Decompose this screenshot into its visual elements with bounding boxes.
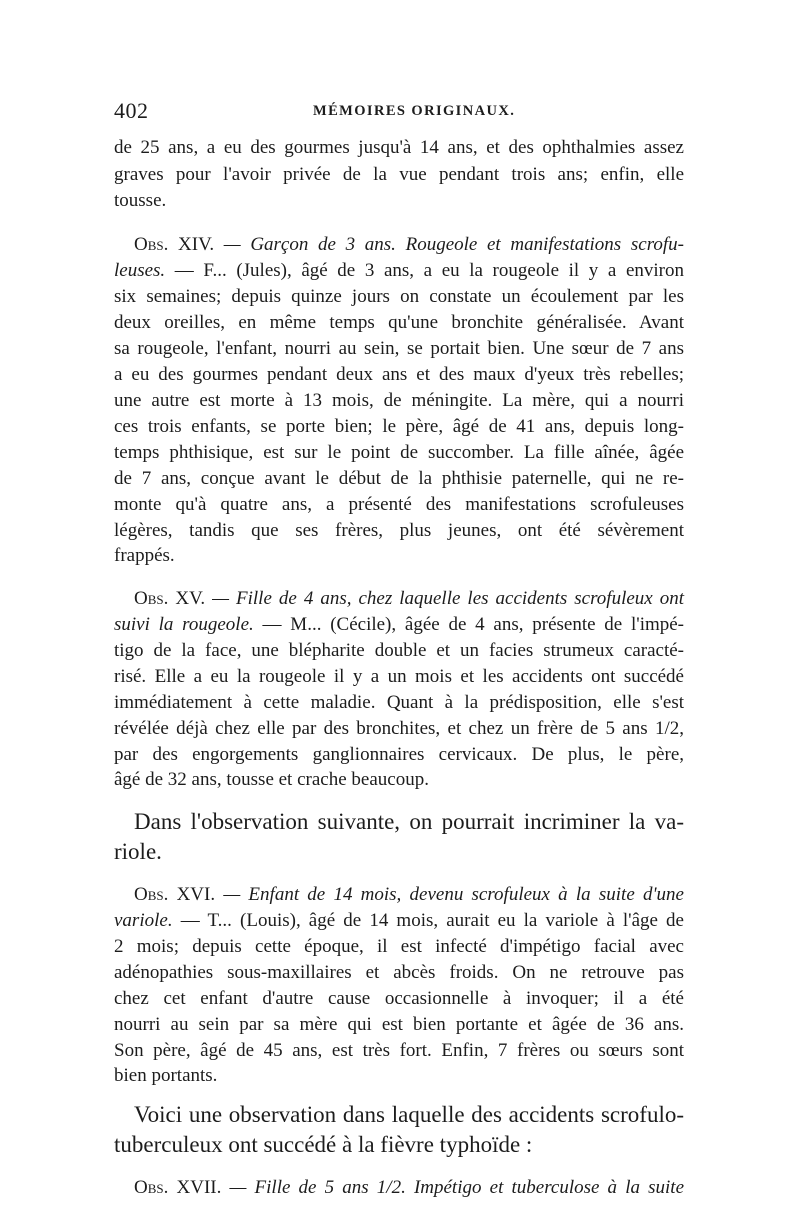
text-line: leuses. — F... (Jules), âgé de 3 ans, a eu la rougeole il y a environ: [114, 260, 684, 281]
text-line: riole.: [114, 839, 162, 864]
text-line: légères, tandis que ses frères, plus jeunes, ont été sévèrement: [114, 520, 684, 541]
observation-label: Obs. XVI.: [134, 884, 216, 905]
observation-label: Obs. XIV.: [134, 234, 215, 255]
observation-title: — Fille de 5 ans 1/2. Impétigo et tuberculose à la suite: [221, 1177, 684, 1198]
text-line: ces trois enfants, se porte bien; le père, âgé de 41 ans, depuis long-: [114, 416, 684, 437]
text-line: immédiatement à cette maladie. Quant à la prédisposition, elle s'est: [114, 692, 684, 713]
text-line: adénopathies sous-maxillaires et abcès froids. On ne retrouve pas: [114, 962, 684, 983]
text-line: graves pour l'avoir privée de la vue pendant trois ans; enfin, elle: [114, 164, 684, 185]
text-line: Dans l'observation suivante, on pourrait incriminer la va-: [134, 809, 684, 834]
text-line: nourri au sein par sa mère qui est bien portante et âgée de 36 ans.: [114, 1014, 684, 1035]
text-line: risé. Elle a eu la rougeole il y a un mois et les accidents ont succédé: [114, 666, 684, 687]
text-line: de 7 ans, conçue avant le début de la phthisie paternelle, qui ne re-: [114, 468, 684, 489]
text-line: Son père, âgé de 45 ans, est très fort. Enfin, 7 frères ou sœurs sont: [114, 1040, 684, 1061]
text-line: une autre est morte à 13 mois, de méningite. La mère, qui a nourri: [114, 390, 684, 411]
text-line: variole. — T... (Louis), âgé de 14 mois, aurait eu la variole à l'âge de: [114, 910, 684, 931]
running-head: MÉMOIRES ORIGINAUX.: [313, 103, 516, 119]
text-line: de 25 ans, a eu des gourmes jusqu'à 14 ans, et des ophthalmies assez: [114, 137, 684, 158]
page-header: [114, 98, 684, 128]
text-line: deux oreilles, en même temps qu'une bronchite généralisée. Avant: [114, 312, 684, 333]
text-line: a eu des gourmes pendant deux ans et des maux d'yeux très rebelles;: [114, 364, 684, 385]
observation-title: — Garçon de 3 ans. Rougeole et manifestations scrofu-: [214, 234, 684, 255]
observation-label: Obs. XV.: [134, 588, 206, 609]
text-line: tuberculeux ont succédé à la fièvre typhoïde :: [114, 1132, 533, 1157]
text-line: tousse.: [114, 190, 167, 211]
text-line: bien portants.: [114, 1065, 218, 1086]
text-line: âgé de 32 ans, tousse et crache beaucoup.: [114, 769, 429, 790]
observation-title: — Fille de 4 ans, chez laquelle les accidents scrofuleux ont: [205, 588, 684, 609]
observation-label: Obs. XVII.: [134, 1177, 222, 1198]
text-line: chez cet enfant d'autre cause occasionnelle à invoquer; il a été: [114, 988, 684, 1009]
text-line: sa rougeole, l'enfant, nourri au sein, se portait bien. Une sœur de 7 ans: [114, 338, 684, 359]
text-line: temps phthisique, est sur le point de succomber. La fille aînée, âgée: [114, 442, 684, 463]
page-number: 402: [114, 98, 149, 123]
text-line: tigo de la face, une blépharite double et un facies strumeux caracté-: [114, 640, 684, 661]
text-line: suivi la rougeole. — M... (Cécile), âgée de 4 ans, présente de l'impé-: [114, 614, 685, 635]
observation-heading-xv: [134, 586, 684, 612]
text-line: frappés.: [114, 545, 175, 566]
observation-heading-xvi: [134, 882, 684, 908]
observation-heading-xiv: [134, 232, 684, 258]
text-line: révélée déjà chez elle par des bronchites, et chez un frère de 5 ans 1/2,: [114, 718, 684, 739]
text-line: Voici une observation dans laquelle des accidents scrofulo-: [134, 1102, 684, 1127]
text-line: 2 mois; depuis cette époque, il est infecté d'impétigo facial avec: [114, 936, 684, 957]
observation-title: — Enfant de 14 mois, devenu scrofuleux à la suite d'une: [215, 884, 684, 905]
text-line: monte qu'à quatre ans, a présenté des manifestations scrofuleuses: [114, 494, 684, 515]
text-line: par des engorgements ganglionnaires cervicaux. De plus, le père,: [114, 744, 684, 765]
observation-heading-xvii: [134, 1175, 684, 1201]
text-line: six semaines; depuis quinze jours on constate un écoulement par les: [114, 286, 684, 307]
